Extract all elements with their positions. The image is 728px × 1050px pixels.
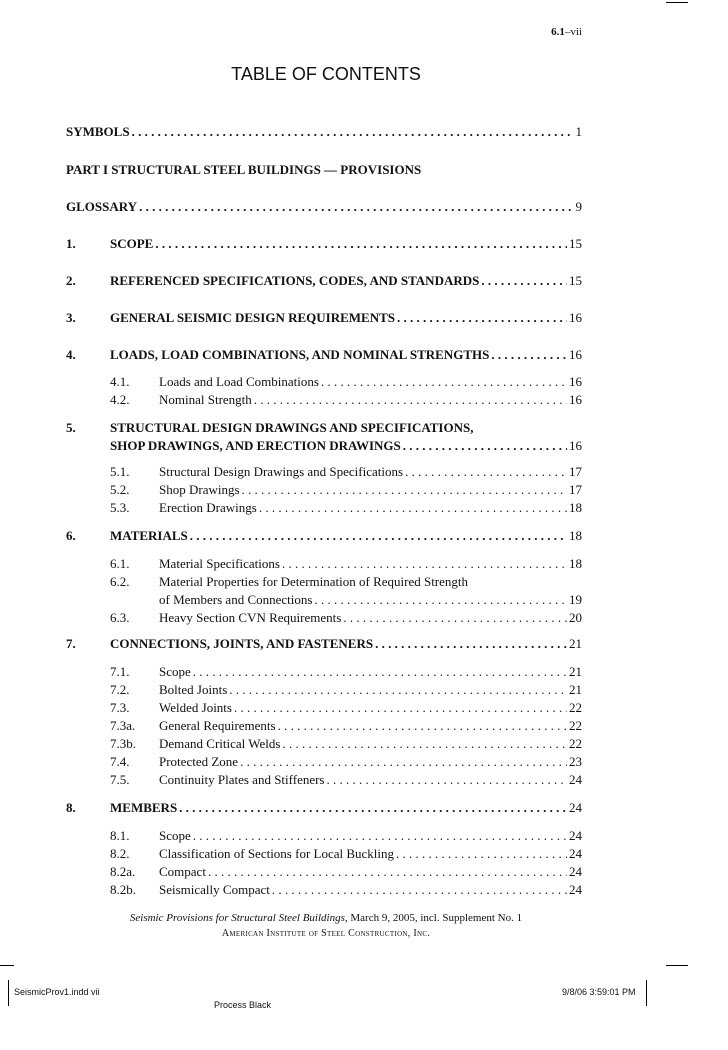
section-number: 8. [66, 800, 76, 815]
leader-dots [396, 846, 567, 862]
entry-page: 16 [569, 347, 582, 362]
entry-label: SCOPE [110, 236, 154, 251]
entry-page: 24 [569, 772, 582, 787]
subsection-number: 7.5. [110, 772, 130, 787]
entry-page: 22 [569, 700, 582, 715]
entry-page: 16 [569, 374, 582, 389]
subsection-number: 6.1. [110, 556, 130, 571]
entry-label: Bolted Joints [159, 682, 228, 697]
leader-dots [491, 347, 567, 363]
crop-mark [646, 980, 647, 1006]
entry-page: 16 [569, 438, 582, 453]
toc-entry-referenced-specs[interactable] [110, 273, 582, 289]
entry-page: 18 [569, 500, 582, 515]
toc-entry-general-requirements[interactable] [159, 718, 582, 734]
toc-entry-seismically-compact[interactable] [159, 882, 582, 898]
subsection-number: 5.3. [110, 500, 130, 515]
toc-entry-members-scope[interactable] [159, 828, 582, 844]
leader-dots [403, 438, 567, 454]
toc-entry-glossary[interactable] [66, 199, 582, 215]
subsection-number: 5.2. [110, 482, 130, 497]
entry-label: SYMBOLS [66, 124, 130, 139]
entry-label: MEMBERS [110, 800, 178, 815]
toc-entry-demand-critical-welds[interactable] [159, 736, 582, 752]
subsection-number: 4.2. [110, 392, 130, 407]
entry-page: 24 [569, 846, 582, 861]
subsection-number: 8.2a. [110, 864, 136, 879]
page-title: TABLE OF CONTENTS [231, 64, 421, 84]
entry-label: Continuity Plates and Stiffeners [159, 772, 325, 787]
entry-page: 16 [569, 310, 582, 325]
entry-label: Structural Design Drawings and Specifications [159, 464, 404, 479]
subsection-number: 5.1. [110, 464, 130, 479]
toc-entry-materials[interactable] [110, 528, 582, 544]
leader-dots [272, 882, 567, 898]
toc-entry-bolted-joints[interactable] [159, 682, 582, 698]
entry-label: REFERENCED SPECIFICATIONS, CODES, AND STANDARDS [110, 273, 480, 288]
subsection-number: 8.2b. [110, 882, 136, 897]
entry-label: CONNECTIONS, JOINTS, AND FASTENERS [110, 636, 374, 651]
toc-entry-connections[interactable] [110, 636, 582, 652]
toc-entry-scope[interactable] [110, 236, 582, 252]
subsection-number: 4.1. [110, 374, 130, 389]
entry-page: 15 [569, 273, 582, 288]
entry-label: SHOP DRAWINGS, AND ERECTION DRAWINGS [110, 438, 401, 453]
section-number: 5. [66, 420, 76, 435]
subsection-number: 8.2. [110, 846, 130, 861]
leader-dots [132, 124, 574, 140]
running-footer-publisher: American Institute of Steel Construction, Inc. [221, 928, 431, 939]
leader-dots [155, 236, 567, 252]
entry-label: Loads and Load Combinations [159, 374, 319, 389]
toc-entry-continuity-plates[interactable] [159, 772, 582, 788]
entry-label: Erection Drawings [159, 500, 257, 515]
entry-page: 17 [569, 464, 582, 479]
entry-label: Demand Critical Welds [159, 736, 281, 751]
leader-dots [375, 636, 567, 652]
crop-mark [666, 2, 688, 3]
leader-dots [343, 610, 567, 626]
running-footer-title [0, 912, 652, 924]
page-number-bold: 6.1 [551, 26, 565, 38]
entry-page: 9 [575, 199, 582, 214]
entry-page: 19 [569, 592, 582, 607]
toc-entry-loads[interactable] [110, 347, 582, 363]
leader-dots [234, 700, 567, 716]
entry-label: General Requirements [159, 718, 276, 733]
entry-label: Material Specifications [159, 556, 280, 571]
entry-label: GENERAL SEISMIC DESIGN REQUIREMENTS [110, 310, 395, 325]
slug-date: 9/8/06 3:59:01 PM [562, 987, 636, 997]
subsection-number: 8.1. [110, 828, 130, 843]
slug-color: Process Black [214, 1000, 272, 1010]
entry-page: 1 [575, 124, 582, 139]
toc-entry-compact[interactable] [159, 864, 582, 880]
entry-page: 20 [569, 610, 582, 625]
leader-dots [259, 500, 567, 516]
entry-page: 24 [569, 828, 582, 843]
leader-dots [139, 199, 573, 215]
entry-label-line1: Material Properties for Determination of Required Strength [159, 574, 469, 589]
toc-entry-material-specifications[interactable] [159, 556, 582, 572]
toc-entry-material-properties[interactable] [159, 592, 582, 608]
entry-page: 21 [569, 636, 582, 651]
toc-entry-structural-design-drawings[interactable] [159, 464, 582, 480]
toc-entry-drawings[interactable] [110, 438, 582, 454]
entry-label: Protected Zone [159, 754, 239, 769]
section-number: 1. [66, 236, 76, 251]
leader-dots [314, 592, 567, 608]
leader-dots [193, 664, 567, 680]
entry-page: 21 [569, 682, 582, 697]
entry-label: Classification of Sections for Local Buckling [159, 846, 395, 861]
leader-dots [481, 273, 567, 289]
subsection-number: 7.1. [110, 664, 130, 679]
entry-label: Nominal Strength [159, 392, 252, 407]
entry-label: Scope [159, 664, 191, 679]
entry-page: 22 [569, 718, 582, 733]
entry-page: 21 [569, 664, 582, 679]
slug-filename: SeismicProv1.indd vii [14, 987, 100, 997]
section-number: 4. [66, 347, 76, 362]
leader-dots [240, 754, 567, 770]
footer-title-rest: , March 9, 2005, incl. Supplement No. 1 [344, 912, 523, 924]
leader-dots [190, 528, 567, 544]
entry-label: Heavy Section CVN Requirements [159, 610, 342, 625]
subsection-number: 7.4. [110, 754, 130, 769]
crop-mark [0, 965, 14, 966]
leader-dots [405, 464, 567, 480]
leader-dots [282, 556, 567, 572]
toc-entry-general-seismic[interactable] [110, 310, 582, 326]
leader-dots [242, 482, 567, 498]
toc-entry-connections-scope[interactable] [159, 664, 582, 680]
entry-page: 15 [569, 236, 582, 251]
toc-entry-load-combinations[interactable] [159, 374, 582, 390]
toc-entry-protected-zone[interactable] [159, 754, 582, 770]
section-number: 3. [66, 310, 76, 325]
entry-page: 24 [569, 800, 582, 815]
entry-page: 22 [569, 736, 582, 751]
leader-dots [321, 374, 567, 390]
section-number: 2. [66, 273, 76, 288]
entry-label: Scope [159, 828, 191, 843]
toc-entry-nominal-strength[interactable] [159, 392, 582, 408]
leader-dots [397, 310, 567, 326]
leader-dots [278, 718, 567, 734]
entry-page: 16 [569, 392, 582, 407]
section-number: 6. [66, 528, 76, 543]
toc-entry-welded-joints[interactable] [159, 700, 582, 716]
leader-dots [327, 772, 568, 788]
leader-dots [208, 864, 567, 880]
section-number: 7. [66, 636, 76, 651]
entry-label: GLOSSARY [66, 199, 138, 214]
subsection-number: 6.2. [110, 574, 130, 589]
entry-page: 17 [569, 482, 582, 497]
toc-entry-members[interactable] [110, 800, 582, 816]
page-number-suffix: –vii [564, 26, 582, 38]
toc-entry-erection-drawings[interactable] [159, 500, 582, 516]
crop-mark [8, 980, 9, 1006]
entry-label-line1: STRUCTURAL DESIGN DRAWINGS AND SPECIFICATIONS, [110, 420, 474, 435]
subsection-number: 7.3. [110, 700, 130, 715]
footer-italic-title: Seismic Provisions for Structural Steel Buildings [129, 912, 345, 924]
crop-mark [666, 965, 688, 966]
subsection-number: 7.2. [110, 682, 130, 697]
toc-entry-heavy-section-cvn[interactable] [159, 610, 582, 626]
entry-label: LOADS, LOAD COMBINATIONS, AND NOMINAL STRENGTHS [110, 347, 490, 362]
entry-label: Seismically Compact [159, 882, 270, 897]
entry-page: 18 [569, 556, 582, 571]
leader-dots [254, 392, 567, 408]
entry-page: 24 [569, 864, 582, 879]
leader-dots [229, 682, 567, 698]
leader-dots [193, 828, 567, 844]
leader-dots [179, 800, 567, 816]
entry-label: Compact [159, 864, 206, 879]
leader-dots [282, 736, 567, 752]
subsection-number: 7.3a. [110, 718, 136, 733]
part-heading: PART I STRUCTURAL STEEL BUILDINGS — PROVISIONS [66, 162, 422, 177]
toc-entry-symbols[interactable] [66, 124, 582, 140]
entry-label: of Members and Connections [159, 592, 313, 607]
entry-page: 18 [569, 528, 582, 543]
entry-page: 24 [569, 882, 582, 897]
subsection-number: 6.3. [110, 610, 130, 625]
entry-label: Welded Joints [159, 700, 232, 715]
running-header-page-number [551, 26, 582, 38]
subsection-number: 7.3b. [110, 736, 136, 751]
entry-label: MATERIALS [110, 528, 188, 543]
toc-entry-shop-drawings[interactable] [159, 482, 582, 498]
toc-entry-classification-sections[interactable] [159, 846, 582, 862]
entry-page: 23 [569, 754, 582, 769]
entry-label: Shop Drawings [159, 482, 240, 497]
